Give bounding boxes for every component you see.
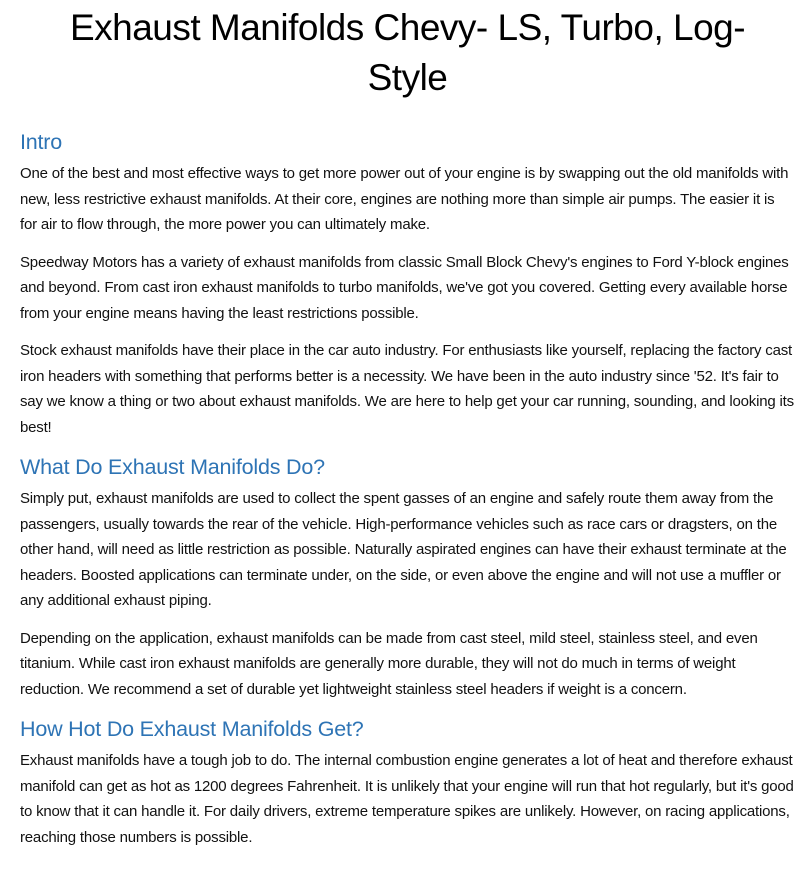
section-heading-intro: Intro	[20, 130, 63, 154]
paragraph: Exhaust manifolds have a tough job to do. The internal combustion engine generates a lot of heat and therefore exhaust manifold can get as hot as 1200 degrees Fahrenheit. It is unlikely that your engine will run that hot regularly, but it's good to know that it can handle it. For daily drivers, extreme temperature spikes are unlikely. However, on racing applications, reaching those numbers is possible.	[20, 752, 794, 846]
paragraph: One of the best and most effective ways to get more power out of your engine is by swapping out the old manifolds with new, less restrictive exhaust manifolds. At their core, engines are nothing more than simple air pumps. The easier it is for air to flow through, the more power you can ultimately make.	[20, 165, 789, 233]
section-intro	[20, 127, 795, 440]
paragraph: Speedway Motors has a variety of exhaust manifolds from classic Small Block Chevy's engines to Ford Y-block engines and beyond. From cast iron exhaust manifolds to turbo manifolds, we've got you covered. Getting every available horse from your engine means having the least restrictions possible.	[20, 253, 789, 322]
document-page	[20, 3, 795, 850]
section-what-do-exhaust-manifolds-do	[20, 452, 795, 702]
section-heading-what-do: What Do Exhaust Manifolds Do?	[20, 455, 325, 479]
page-title	[20, 3, 795, 103]
section-heading-how-hot: How Hot Do Exhaust Manifolds Get?	[20, 717, 364, 741]
section-how-hot-do-exhaust-manifolds-get	[20, 714, 795, 850]
page-title-line-2: Style	[367, 57, 448, 98]
paragraph: Depending on the application, exhaust manifolds can be made from cast steel, mild steel, stainless steel, and even titanium. While cast iron exhaust manifolds are generally more durable, they will not do much in terms of weight reduction. We recommend a set of durable yet lightweight stainless steel headers if weight is a concern.	[20, 629, 758, 698]
paragraph: Simply put, exhaust manifolds are used to collect the spent gasses of an engine and safely route them away from the passengers, usually towards the rear of the vehicle. High-performance vehicles such as race cars or dragsters, on the other hand, will need as little restriction as possible. Naturally aspirated engines can have their exhaust terminate at the headers. Boosted applications can terminate under, on the side, or even above the engine and will not use a muffler or any additional exhaust piping.	[20, 490, 787, 609]
paragraph: Stock exhaust manifolds have their place in the car auto industry. For enthusiasts like yourself, replacing the factory cast iron headers with something that performs better is a necessity. We have been in the auto industry since '52. It's fair to say we know a thing or two about exhaust manifolds. We are here to help get your car running, sounding, and looking its best!	[20, 342, 794, 436]
page-title-line-1: Exhaust Manifolds Chevy- LS, Turbo, Log-	[69, 7, 746, 48]
